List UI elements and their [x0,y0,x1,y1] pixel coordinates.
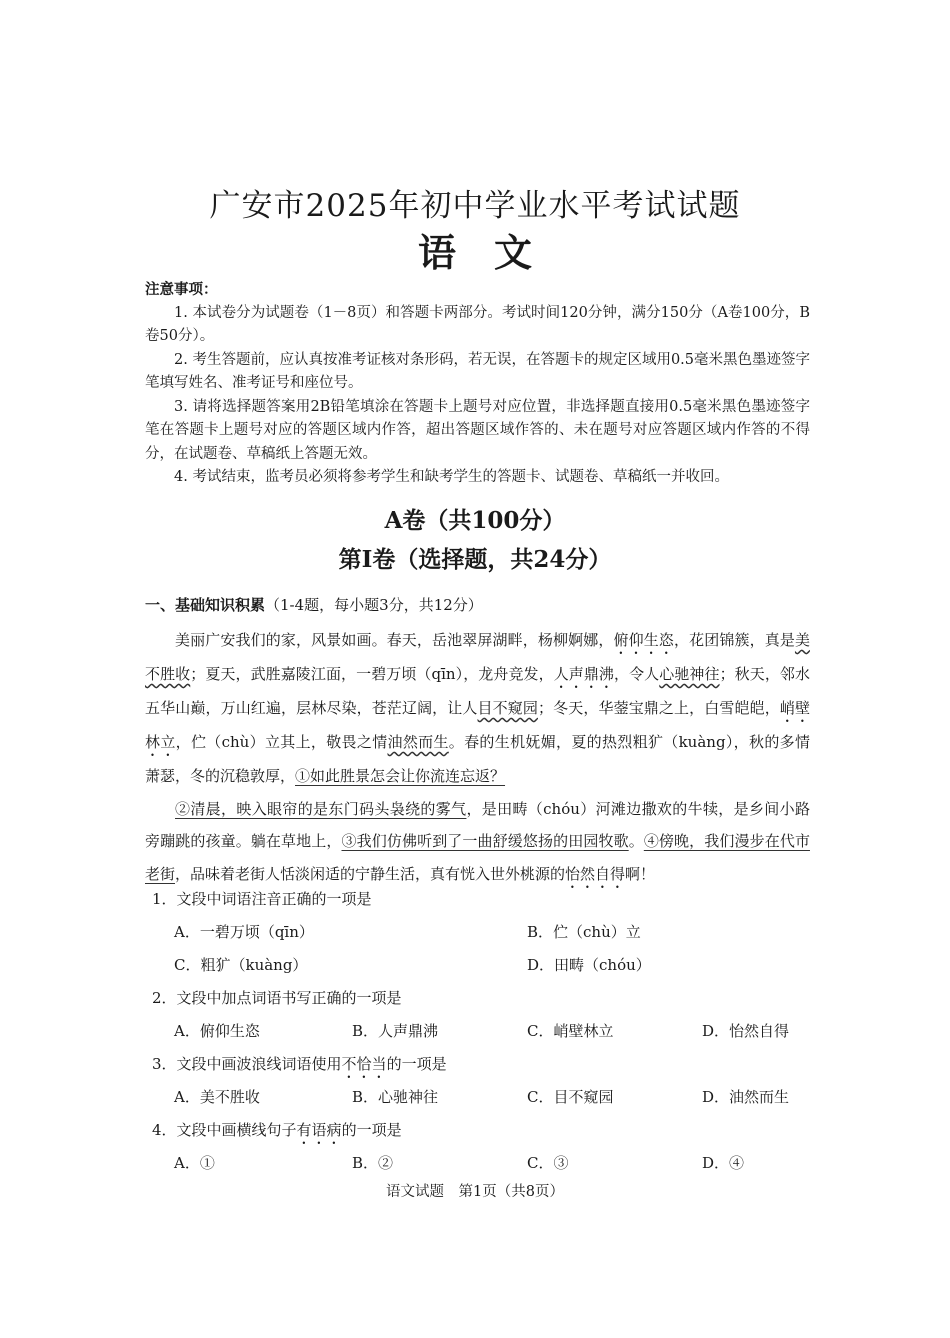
stem-text: 4．文段中画横线句子 [152,1121,297,1139]
option-a: A．一碧万顷（qīn） [174,923,314,941]
question-group-heading [145,594,810,615]
question-options-1 [152,916,812,949]
question-options-2 [152,1015,812,1048]
passage-text: 。 [628,832,644,851]
stem-text: 的一项是 [386,1055,447,1073]
question-options-1b [152,949,812,982]
notice-item: 3. 请将选择题答案用2B铅笔填涂在答题卡上题号对应位置，非选择题直接用0.5毫米黑色墨迹签字笔在答题卡上题号对应的答题区域内作答，超出答题区域作答的、未在题号对应答题区域内作答的不得分，在试题卷、草稿纸上答题无效。 [145,398,810,462]
question-stem-3 [152,1048,812,1081]
passage-text: ；夏天，武胜嘉陵江面，一碧万顷（qīn），龙舟竞发， [190,665,554,683]
wavy-word: 目不窥园 [477,699,538,717]
notice-title: 注意事项： [145,281,218,298]
option-d: D．④ [702,1154,745,1172]
passage-text: ，令人 [614,665,660,683]
passage-text: 啊！ [625,864,656,883]
option-c: C．峭壁林立 [527,1022,614,1040]
passage-text: ，品味着老街人恬淡闲适的宁静生活，真有恍入世外桃源的 [175,864,566,883]
question-options-3 [152,1081,812,1114]
option-a: A．① [174,1154,215,1172]
passage-text: ，花团锦簇，真是 [673,631,795,649]
reading-passage [145,624,810,892]
passage-text: ，伫（chù）立其上，敬畏之情 [175,733,388,751]
option-b: B．伫（chù）立 [527,923,641,941]
underlined-sentence: ④傍晚，我们漫步在代市老街 [145,832,810,883]
wavy-word: 美不胜收 [145,631,810,683]
section-a-heading: A卷（共100分） [384,507,566,534]
emphasis-text: 有语病 [296,1121,342,1139]
question-group-title: 一、基础知识积累 [145,596,266,614]
underlined-sentence: ①如此胜景怎会让你流连忘返？ [295,767,506,785]
part-one-heading: 第Ⅰ卷（选择题，共24分） [338,546,612,573]
stem-text: 的一项是 [341,1121,402,1139]
question-stem-4 [152,1114,812,1147]
underlined-sentence: ②清晨，映入眼帘的是东门码头袅绕的雾气 [175,799,467,818]
dotted-word: 俯仰生恣 [613,631,674,649]
option-b: B．心驰神往 [352,1088,439,1106]
passage-text: ；秋天，邻水五华山巅，万山红遍，层林尽染，苍茫辽阔，让人 [145,665,810,717]
wavy-word: 心驰神往 [659,665,720,683]
option-c: C．③ [527,1154,569,1172]
option-a: A．美不胜收 [174,1088,260,1106]
stem-text: 3．文段中画波浪线词语使用 [152,1055,342,1073]
subject-title: 语 文 [417,230,532,275]
option-d: D．怡然自得 [702,1022,790,1040]
option-c: C．目不窥园 [527,1088,614,1106]
emphasis-text: 不恰当 [341,1055,387,1073]
passage-text: 。春的生机妩媚，夏的热烈粗犷（kuàng），秋的多情萧瑟，冬的沉稳敦厚， [145,733,810,785]
question-stem-2: 2．文段中加点词语书写正确的一项是 [152,989,402,1007]
option-b: B．人声鼎沸 [352,1022,439,1040]
option-d: D．油然而生 [702,1088,790,1106]
exam-title: 广安市2025年初中学业水平考试试题 [209,188,741,224]
wavy-word: 油然而生 [387,733,449,751]
question-options-4 [152,1147,812,1180]
notice-item: 1. 本试卷分为试题卷（1－8页）和答题卡两部分。考试时间120分钟，满分150分（A卷100分，B卷50分）。 [145,304,810,344]
question-stem-1: 1．文段中词语注音正确的一项是 [152,890,372,908]
option-c: C．粗犷（kuàng） [174,956,308,974]
underlined-sentence: ③我们仿佛听到了一曲舒缓悠扬的田园牧歌 [341,832,629,851]
notice-item: 2. 考生答题前，应认真按准考证核对条形码，若无误，在答题卡的规定区域用0.5毫米黑色墨迹签字笔填写姓名、准考证号和座位号。 [145,351,810,391]
passage-text: ，是田畴（chóu）河滩边撒欢的牛犊，是乡间小路旁蹦跳的孩童。躺在草地上， [145,799,810,851]
question-list [152,883,812,1180]
dotted-word: 峭壁林立 [145,699,810,751]
option-a: A．俯仰生恣 [174,1022,260,1040]
option-d: D．田畴（chóu） [527,956,651,974]
dotted-word: 怡然自得 [565,864,626,883]
notice-item: 4. 考试结束，监考员必须将参考学生和缺考学生的答题卡、试题卷、草稿纸一并收回。 [174,469,729,485]
passage-text: ；冬天，华蓥宝鼎之上，白雪皑皑， [538,699,780,717]
option-b: B．② [352,1154,394,1172]
passage-paragraph-1 [145,624,810,793]
passage-text: 美丽广安我们的家，风景如画。春天，岳池翠屏湖畔，杨柳婀娜， [175,631,614,649]
notice-block [145,278,810,490]
passage-paragraph-2 [145,793,810,892]
page-footer: 语文试题 第1页（共8页） [386,1184,564,1200]
question-group-note: （1-4题，每小题3分，共12分） [265,596,483,614]
dotted-word: 人声鼎沸 [553,665,615,683]
